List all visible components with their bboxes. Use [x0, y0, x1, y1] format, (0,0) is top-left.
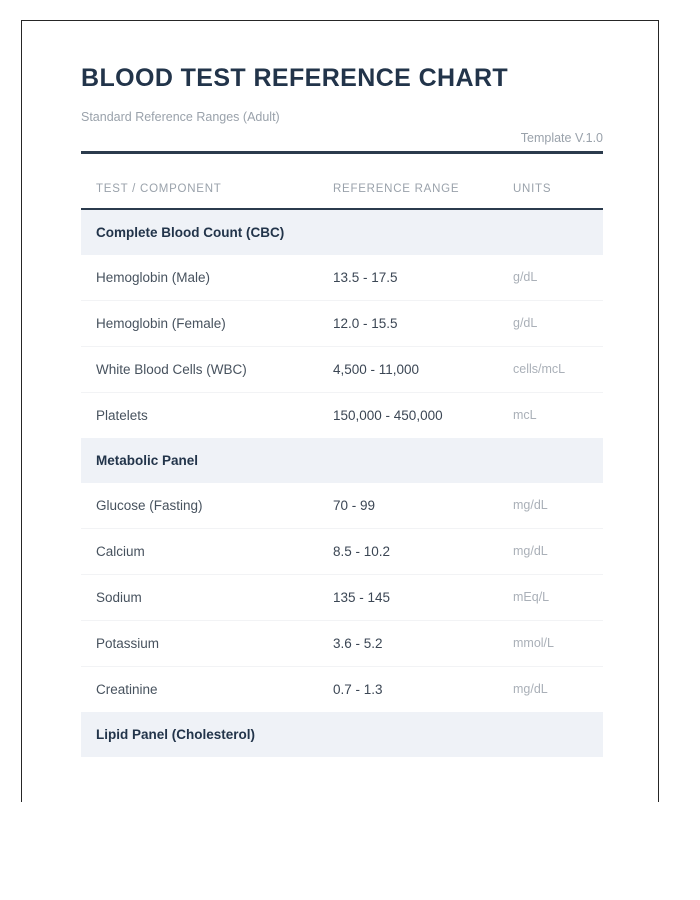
table-row — [81, 528, 603, 574]
cell-units: mcL — [513, 408, 537, 422]
section-title: Metabolic Panel — [81, 438, 603, 483]
cell-reference-range: 0.7 - 1.3 — [333, 681, 383, 697]
table-row — [81, 666, 603, 712]
cell-units: mg/dL — [513, 682, 548, 696]
section-header-row — [81, 712, 603, 757]
reference-table — [81, 154, 603, 757]
cell-test-name: White Blood Cells (WBC) — [81, 346, 333, 392]
column-header-test: TEST / COMPONENT — [81, 154, 333, 209]
document-page — [21, 20, 659, 802]
table-row — [81, 574, 603, 620]
cell-test-name: Hemoglobin (Female) — [81, 300, 333, 346]
cell-test-name: Glucose (Fasting) — [81, 483, 333, 529]
section-title: Complete Blood Count (CBC) — [81, 209, 603, 255]
cell-units: mEq/L — [513, 574, 603, 620]
cell-test-name: Sodium — [81, 574, 333, 620]
cell-test-name: Platelets — [96, 407, 148, 423]
subtitle-row — [81, 110, 603, 150]
table-row — [81, 392, 603, 438]
table-row — [81, 346, 603, 392]
cell-test-name: Potassium — [81, 620, 333, 666]
column-header-units: UNITS — [513, 154, 603, 209]
cell-test-name: Hemoglobin (Male) — [81, 255, 333, 301]
cell-units: g/dL — [513, 300, 603, 346]
section-title: Lipid Panel (Cholesterol) — [81, 712, 603, 757]
document-subtitle: Standard Reference Ranges (Adult) — [81, 109, 280, 124]
table-row — [81, 620, 603, 666]
section-header-row — [81, 209, 603, 255]
cell-reference-range: 3.6 - 5.2 — [333, 620, 513, 666]
cell-units: cells/mcL — [513, 346, 603, 392]
table-row — [81, 483, 603, 529]
column-header-reference-range: REFERENCE RANGE — [333, 154, 513, 209]
template-version: Template V.1.0 — [520, 130, 603, 145]
cell-reference-range: 13.5 - 17.5 — [333, 255, 513, 301]
cell-reference-range: 135 - 145 — [333, 574, 513, 620]
cell-units: g/dL — [513, 255, 603, 301]
cell-reference-range: 8.5 - 10.2 — [333, 528, 513, 574]
cell-reference-range: 12.0 - 15.5 — [333, 300, 513, 346]
table-body — [81, 209, 603, 757]
cell-reference-range: 70 - 99 — [333, 483, 513, 529]
document-content — [81, 65, 603, 757]
cell-units: mg/dL — [513, 483, 603, 529]
cell-reference-range: 150,000 - 450,000 — [333, 407, 443, 423]
section-header-row — [81, 438, 603, 483]
cell-reference-range: 4,500 - 11,000 — [333, 346, 513, 392]
cell-test-name: Creatinine — [96, 681, 158, 697]
table-row — [81, 300, 603, 346]
document-header — [81, 65, 603, 154]
cell-units: mmol/L — [513, 620, 603, 666]
table-row — [81, 255, 603, 301]
cell-test-name: Calcium — [81, 528, 333, 574]
table-header — [81, 154, 603, 209]
table-header-row — [81, 154, 603, 209]
cell-units: mg/dL — [513, 528, 603, 574]
page-title: BLOOD TEST REFERENCE CHART — [81, 64, 509, 92]
